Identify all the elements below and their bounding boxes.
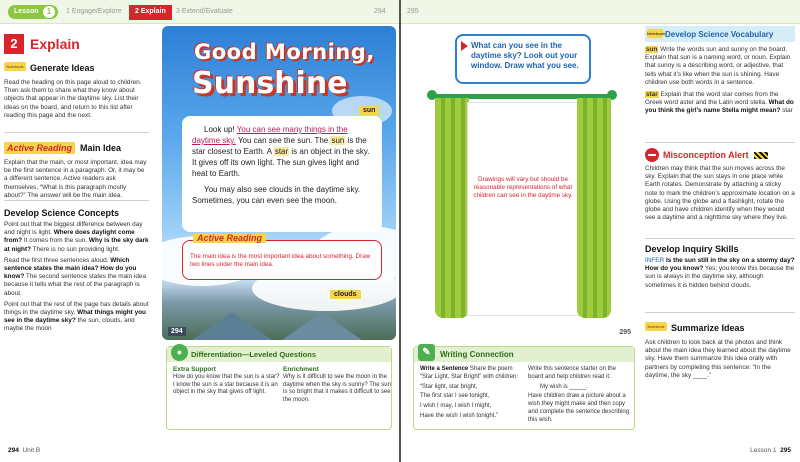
divider	[4, 132, 149, 133]
story-paragraph-2: You may also see clouds in the daytime sky. Sometimes, you can even see the moon.	[192, 185, 361, 205]
active-reading-box	[182, 233, 382, 280]
teacher-notes-right	[645, 26, 795, 462]
concept-paragraph-1: Point out that the biggest difference between day and night is light. Where does daylight come from? It comes from the sun. Why is the sky dark at night? There is no sun providing light.	[4, 221, 149, 253]
student-title-line-2: Sunshine	[192, 66, 348, 101]
divider	[4, 200, 149, 201]
notebook-icon: Notebook	[4, 62, 26, 71]
main-idea-heading: Main Idea	[80, 143, 122, 153]
left-curtain	[435, 98, 469, 318]
vocab-star-entry: star Explain that the word star comes from the Greek word aster and the Latin word stella. What do you think the girl’s name Stella might mean? star	[645, 91, 794, 115]
right-page	[401, 0, 800, 462]
people-icon: ●	[171, 344, 188, 361]
alert-icon	[645, 148, 659, 162]
generate-ideas-heading: Generate Ideas	[30, 63, 95, 73]
differentiation-header	[167, 347, 391, 362]
lesson-badge[interactable]	[8, 5, 58, 19]
differentiation-title: Differentiation—Leveled Questions	[191, 350, 317, 359]
summarize-heading: Summarize Ideas	[671, 323, 745, 333]
question-text: What can you see in the daytime sky? Look out your window. Draw what you see.	[471, 41, 579, 70]
science-concepts-block	[4, 208, 149, 334]
teacher-notes-left	[0, 24, 152, 462]
enrichment-text: Why is it difficult to see the moon in the daytime when the sky is sunny? The sun is so bright that it makes it difficult to see the moon.	[283, 374, 391, 403]
notebook-icon: Notebook	[645, 322, 667, 331]
vocab-tag-sun: sun	[359, 106, 379, 115]
vocabulary-title: Develop Science Vocabulary	[665, 30, 774, 39]
enrichment-heading: Enrichment	[283, 366, 319, 373]
poem-line-3: I wish I may, I wish I might,	[420, 403, 492, 410]
extra-support-column	[173, 366, 281, 397]
drawing-instruction: Have children draw a picture about a wish they might make and then copy and complete the sentence describing this wish.	[528, 393, 630, 423]
poem-line-1: “Star light, star bright,	[420, 383, 478, 390]
vocab-tag-clouds: clouds	[330, 290, 361, 299]
differentiation-box	[166, 346, 392, 430]
main-idea-text: Explain that the main, or most important, idea may be the first sentence in a paragraph. Or, it may be a different sentence. Active readers ask themselves, “What is this paragraph mostly about?” The answer will be the main idea.	[4, 159, 147, 199]
tab-engage-explore[interactable]: 1 Engage/Explore	[66, 8, 122, 15]
writing-connection-box	[413, 346, 635, 430]
poem-line-4: Have the wish I wish tonight.”	[420, 412, 499, 419]
story-text-box	[182, 116, 382, 232]
right-footer: Lesson 1 295	[750, 447, 791, 454]
top-page-number: 294	[374, 8, 386, 15]
pencil-icon: ✎	[418, 344, 435, 361]
top-page-number-right: 295	[407, 8, 419, 15]
student-page-294	[162, 26, 396, 340]
sentence-starter-instruction: Write this sentence starter on the board and help children read it:	[528, 366, 616, 380]
concept-paragraph-3: Point out that the rest of the page has details about things in the daytime sky. What things might you see in the daytime sky? the sun, clouds, and maybe the moon	[4, 300, 149, 333]
vocab-sun-entry: sun Write the words sun and sunny on the board. Explain that sun is a naming word, or noun. Explain that sunny is a describing word, or adjective, that tells what it’s like when the sun is shining. Have children use both words in a sentence.	[645, 46, 791, 86]
active-reading-instruction: The main idea is the most important idea about something. Draw two lines under the main idea.	[190, 253, 371, 268]
misconception-text: Children may think that the sun moves across the sky. Explain that the sun stays in one place while Earth rotates. Demonstrate by attaching a sticky note to mark the children’s approximate location on a globe. Using the globe and a flashlight, rotate the globe and have children identify when they would see a daytime and a nighttime sky where they live.	[645, 165, 795, 222]
summarize-block	[645, 318, 795, 380]
section-header	[4, 34, 80, 54]
right-top-bar	[401, 0, 800, 24]
writing-intro: Write a Sentence Share the poem “Star Light, Star Bright” with children:	[420, 366, 519, 380]
vocabulary-header	[645, 26, 795, 42]
writing-title: Writing Connection	[440, 350, 514, 359]
enrichment-column	[283, 366, 391, 404]
student-page-number: 294	[168, 327, 186, 336]
extra-support-text: How do you know that the sun is a star? I know the sun is a star because it is an object in the sky that gives off light.	[173, 374, 280, 396]
student-page-number-right: 295	[619, 329, 631, 336]
student-page-295	[409, 26, 637, 340]
active-reading-label: Active Reading	[4, 142, 75, 154]
warning-stripe-icon	[754, 152, 768, 159]
mountain-shape	[192, 312, 272, 340]
lesson-label: Lesson	[14, 8, 39, 15]
lesson-number: 1	[43, 6, 55, 18]
section-title: Explain	[30, 36, 80, 52]
misconception-heading: Misconception Alert	[645, 148, 795, 162]
inquiry-text: INFER Is the sun still in the sky on a stormy day? How do you know? Yes; you know this because the sun is always in the daytime sky, although sometimes it is hidden behind clouds.	[645, 257, 795, 289]
inquiry-block	[645, 244, 795, 290]
extra-support-heading: Extra Support	[173, 366, 216, 373]
main-idea-block	[4, 138, 149, 200]
drawing-answer-note: Drawings will vary but should be reasonable representations of what children can see in the daytime sky.	[473, 176, 573, 199]
writing-header	[414, 347, 634, 362]
drawing-area[interactable]	[467, 102, 579, 316]
question-box	[455, 34, 591, 84]
right-curtain	[577, 98, 611, 318]
left-page	[0, 0, 399, 462]
misconception-block	[645, 148, 795, 222]
left-footer: 294 Unit B	[8, 447, 41, 454]
arrow-icon	[461, 41, 468, 51]
student-title-line-1: Good Morning,	[194, 40, 375, 64]
sentence-starter: My wish is _____.	[540, 383, 588, 390]
generate-ideas-block	[4, 58, 149, 120]
divider	[645, 142, 795, 143]
divider	[645, 312, 795, 313]
tab-extend-evaluate[interactable]: 3 Extend/Evaluate	[176, 8, 233, 15]
section-number: 2	[4, 34, 24, 54]
tab-explain[interactable]: 2 Explain	[129, 5, 172, 20]
divider	[645, 238, 795, 239]
lesson-tab-bar	[0, 0, 399, 24]
active-reading-tag: Active Reading	[193, 233, 266, 243]
concept-paragraph-2: Read the first three sentences aloud. Which sentence states the main idea? How do you know? The second sentence states the main idea because it tells what the rest of the paragraph is about.	[4, 256, 146, 297]
writing-left-column	[420, 366, 524, 421]
science-concepts-heading: Develop Science Concepts	[4, 208, 120, 218]
generate-ideas-text: Read the heading on this page aloud to children. Then ask them to share what they know about objects that appear in the daytime sky. List their ideas on the board, and return to this list after reading this page and the next.	[4, 79, 142, 119]
inquiry-heading: Develop Inquiry Skills	[645, 244, 739, 254]
story-paragraph-1: Look up! You can see many things in the daytime sky. You can see the sun. The sun is the star closest to Earth. A star is an object in the sky. It gives off its own light. The sun gives light and heat to Earth.	[192, 125, 370, 178]
notebook-icon: Notebook	[647, 31, 666, 36]
poem-line-2: The first star I see tonight,	[420, 393, 490, 400]
summarize-text: Ask children to look back at the photos and think about the main idea they learned about the daytime sky. Have them summarize this idea orally with partners by completing this sentence: “In the daytime, the sky ____.”	[645, 339, 791, 379]
writing-right-column	[528, 366, 630, 425]
mountain-shape	[282, 312, 362, 340]
